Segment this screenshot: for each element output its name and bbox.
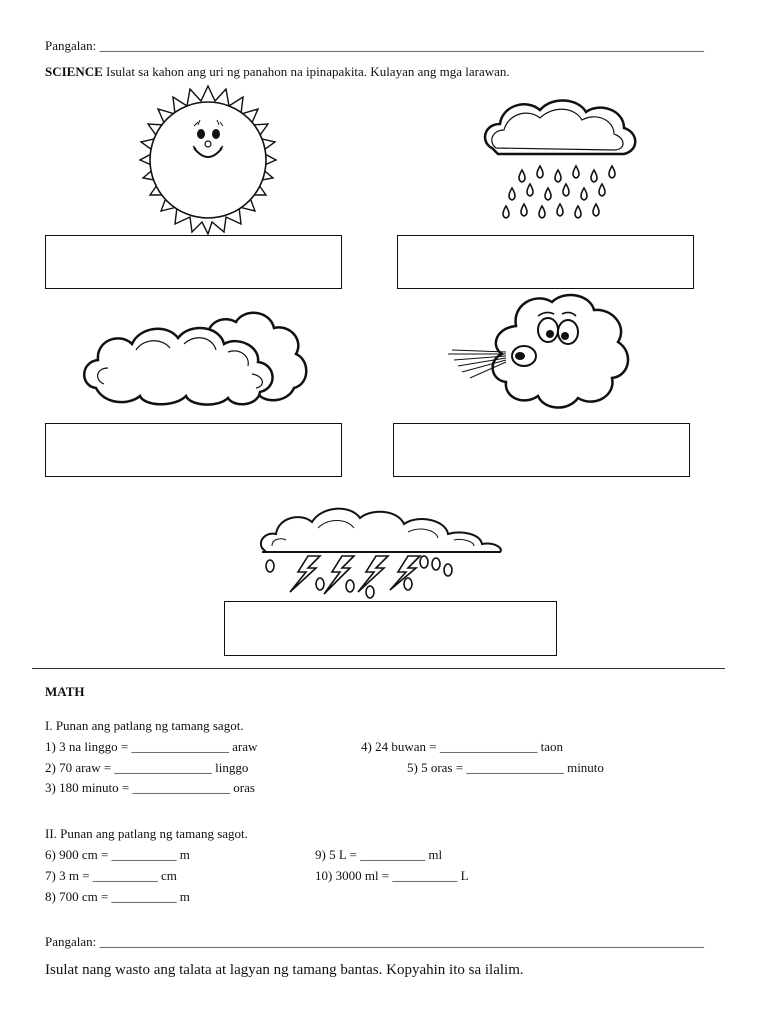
name-blank[interactable]: _____________________________________________________________________________________________: [99, 38, 705, 53]
math-item-10: 10) 3000 ml = __________ L: [315, 868, 469, 883]
answer-blank[interactable]: _______________: [132, 780, 230, 795]
math-part2-heading: II. Punan ang patlang ng tamang sagot.: [45, 826, 248, 841]
science-title: SCIENCE: [45, 64, 103, 79]
answer-box-rain[interactable]: [397, 235, 694, 289]
section-divider: [32, 668, 725, 669]
rain-cloud-icon: [478, 92, 648, 232]
math-item-4: 4) 24 buwan = _______________ taon: [361, 739, 563, 754]
answer-box-windy[interactable]: [393, 423, 690, 477]
answer-blank[interactable]: __________: [360, 847, 426, 862]
math-item-7: 7) 3 m = __________ cm: [45, 868, 177, 883]
answer-blank[interactable]: _______________: [466, 760, 564, 775]
math-item-9: 9) 5 L = __________ ml: [315, 847, 443, 862]
storm-cloud-icon: [258, 500, 508, 604]
cloudy-icon: [78, 306, 313, 410]
footer-name-blank[interactable]: _____________________________________________________________________________________________: [99, 934, 705, 949]
answer-box-sun[interactable]: [45, 235, 342, 289]
wind-cloud-icon: [444, 290, 634, 414]
math-item-8: 8) 700 cm = __________ m: [45, 889, 190, 904]
footer-name-line: [45, 934, 705, 950]
footer-instruction: Isulat nang wasto ang talata at lagyan ng tamang bantas. Kopyahin ito sa ilalim.: [45, 962, 524, 978]
math-part1-heading: I. Punan ang patlang ng tamang sagot.: [45, 718, 244, 733]
science-instruction: [45, 64, 510, 80]
math-item-2: 2) 70 araw = _______________ linggo: [45, 760, 249, 775]
math-item-3: 3) 180 minuto = _______________ oras: [45, 780, 255, 795]
answer-box-cloudy[interactable]: [45, 423, 342, 477]
math-item-1: 1) 3 na linggo = _______________ araw: [45, 739, 258, 754]
answer-blank[interactable]: _______________: [114, 760, 212, 775]
science-instruction-text: Isulat sa kahon ang uri ng panahon na ipinapakita. Kulayan ang mga larawan.: [106, 64, 510, 79]
name-label: Pangalan:: [45, 38, 97, 53]
name-line: [45, 38, 705, 54]
answer-blank[interactable]: __________: [111, 889, 177, 904]
answer-box-storm[interactable]: [224, 601, 557, 656]
answer-blank[interactable]: __________: [392, 868, 458, 883]
math-item-6: 6) 900 cm = __________ m: [45, 847, 190, 862]
footer-name-label: Pangalan:: [45, 934, 97, 949]
answer-blank[interactable]: _______________: [439, 739, 538, 754]
sun-icon: [118, 84, 298, 234]
answer-blank[interactable]: _______________: [131, 739, 229, 754]
answer-blank[interactable]: __________: [92, 868, 158, 883]
answer-blank[interactable]: __________: [111, 847, 177, 862]
math-title: MATH: [45, 684, 85, 699]
math-item-5: 5) 5 oras = _______________ minuto: [407, 760, 604, 775]
